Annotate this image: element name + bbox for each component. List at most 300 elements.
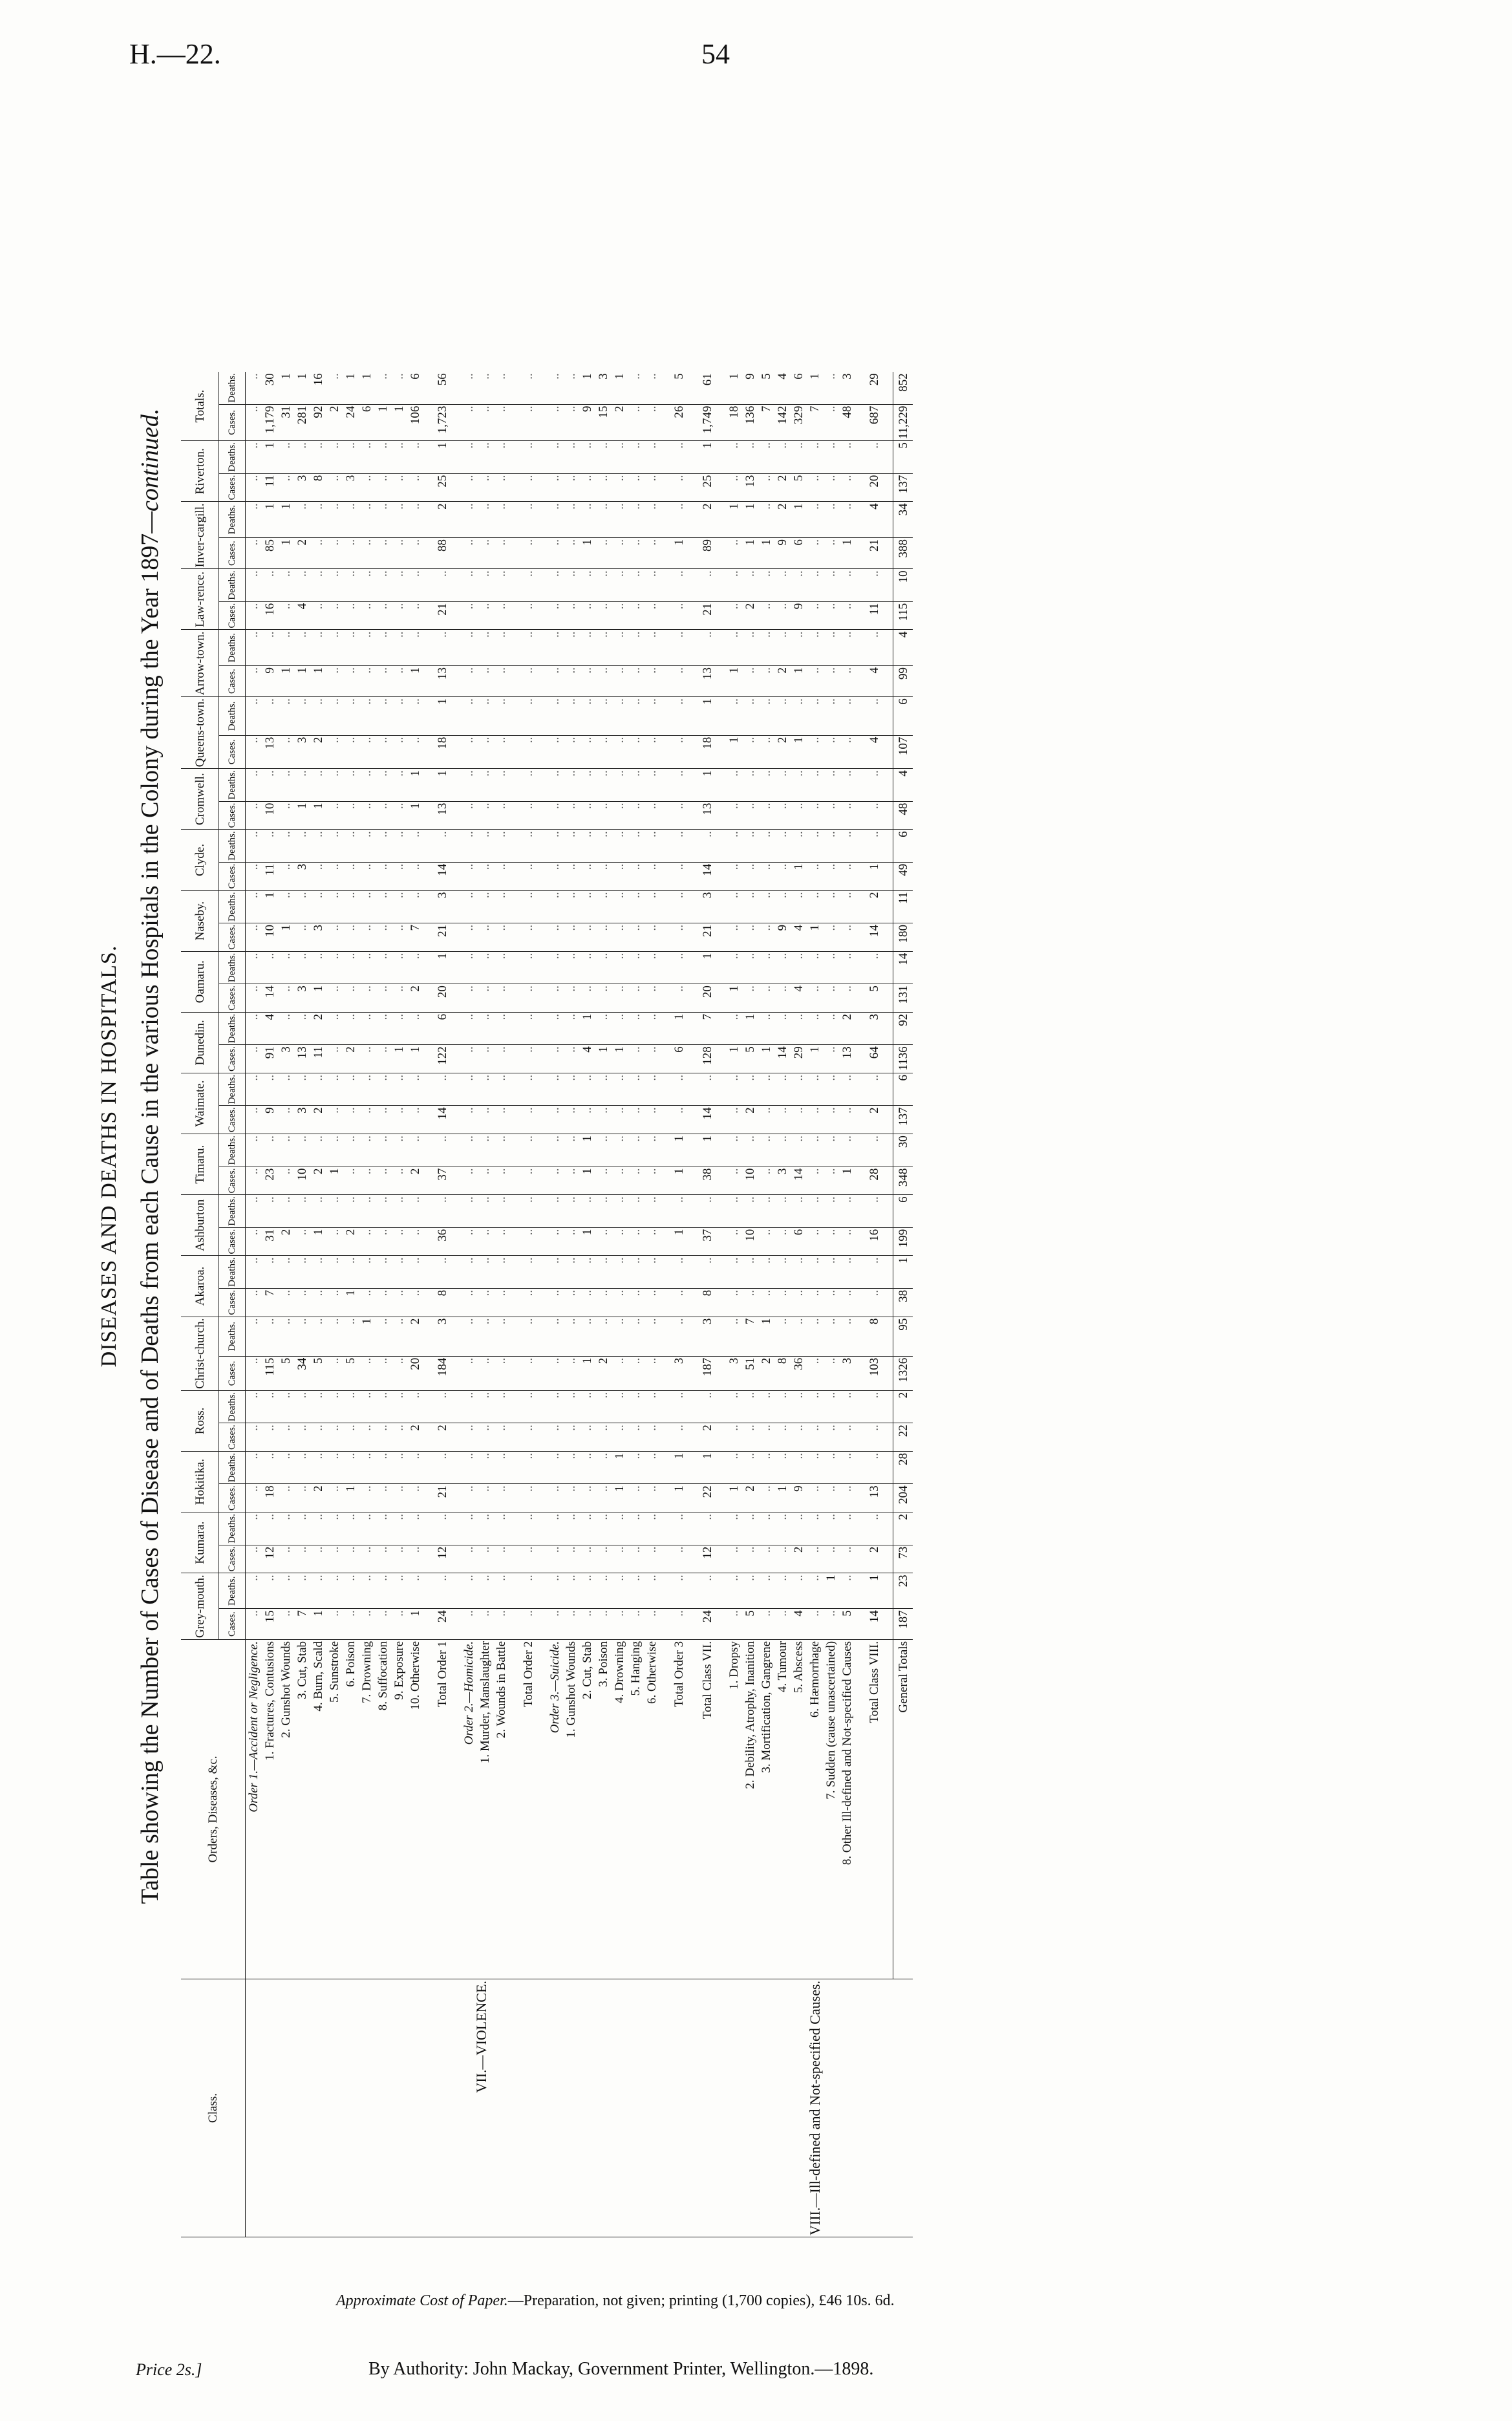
deaths-cell: 2 <box>432 502 452 538</box>
cases-cell <box>688 404 697 441</box>
cases-cell <box>660 404 669 441</box>
deaths-cell: .. <box>461 1134 477 1167</box>
cases-cell: .. <box>791 1106 807 1134</box>
cases-cell <box>538 404 547 441</box>
deaths-cell: .. <box>563 951 579 984</box>
cases-cell <box>452 862 461 890</box>
cases-cell: .. <box>391 538 407 569</box>
deaths-cell: .. <box>726 1134 742 1167</box>
cases-cell <box>452 473 461 502</box>
deaths-cell: .. <box>669 1317 688 1356</box>
deaths-cell <box>688 1573 697 1609</box>
cases-cell: .. <box>742 984 758 1013</box>
deaths-cell: .. <box>493 1390 509 1423</box>
cases-cell: .. <box>391 984 407 1013</box>
deaths-cell: .. <box>477 697 493 735</box>
deaths-cell <box>538 441 547 473</box>
cases-cell: .. <box>278 1609 294 1640</box>
hospital-header: Timaru. <box>181 1134 219 1195</box>
deaths-cell: .. <box>839 1390 855 1423</box>
cases-cell: .. <box>246 984 262 1013</box>
cases-cell: 16 <box>864 1227 884 1256</box>
cases-cell: .. <box>278 1288 294 1317</box>
deaths-cell: .. <box>726 830 742 862</box>
cases-cell <box>452 1423 461 1452</box>
cases-cell: .. <box>774 1106 791 1134</box>
deaths-cell: .. <box>595 1317 612 1356</box>
deaths-cell <box>538 569 547 601</box>
deaths-cell: .. <box>518 951 538 984</box>
deaths-cell <box>538 1390 547 1423</box>
deaths-cell: .. <box>518 1512 538 1545</box>
cases-cell: .. <box>595 665 612 696</box>
deaths-cell <box>884 1452 893 1484</box>
cases-cell: 11 <box>262 862 278 890</box>
deaths-cell: .. <box>547 830 563 862</box>
cases-cell <box>423 862 432 890</box>
cases-cell: .. <box>669 1288 688 1317</box>
deaths-cell: .. <box>839 890 855 923</box>
deaths-cell <box>660 890 669 923</box>
cases-cell: 1 <box>791 735 807 769</box>
deaths-cell <box>509 1073 518 1106</box>
deaths-cell: .. <box>644 890 660 923</box>
cases-cell <box>660 1609 669 1640</box>
deaths-cell <box>884 441 893 473</box>
row-label: 1. Fractures, Contusions <box>262 1639 278 1979</box>
deaths-cell: .. <box>807 830 823 862</box>
deaths-cell <box>423 441 432 473</box>
deaths-subheader: Deaths. <box>219 1134 246 1167</box>
table-row <box>742 372 758 2237</box>
spacer-row <box>855 372 864 2237</box>
cases-cell <box>509 1227 518 1256</box>
deaths-cell: .. <box>612 441 628 473</box>
cases-cell: .. <box>839 1106 855 1134</box>
cases-cell: .. <box>669 1609 688 1640</box>
deaths-cell: .. <box>644 697 660 735</box>
cases-cell: .. <box>563 1609 579 1640</box>
cases-cell: 85 <box>262 538 278 569</box>
deaths-cell: .. <box>669 830 688 862</box>
table-caption-continued: —continued. <box>136 408 164 533</box>
cases-cell <box>717 665 726 696</box>
deaths-cell: .. <box>407 830 423 862</box>
deaths-cell: 2 <box>407 1317 423 1356</box>
cases-cell: 1 <box>579 1227 595 1256</box>
cases-cell: .. <box>359 1167 375 1195</box>
deaths-cell: .. <box>477 630 493 666</box>
deaths-cell: .. <box>407 1512 423 1545</box>
deaths-subheader: Deaths. <box>219 1073 246 1106</box>
table-row <box>359 372 375 2237</box>
deaths-cell: .. <box>823 1256 839 1288</box>
cases-cell: .. <box>823 984 839 1013</box>
cases-cell: .. <box>375 1545 391 1573</box>
cases-cell: 2 <box>774 735 791 769</box>
deaths-cell <box>452 1452 461 1484</box>
cases-cell <box>509 1609 518 1640</box>
deaths-cell: .. <box>547 1317 563 1356</box>
deaths-cell: .. <box>823 1195 839 1227</box>
cases-cell: .. <box>518 801 538 830</box>
deaths-cell: .. <box>493 1012 509 1044</box>
deaths-cell: .. <box>758 441 774 473</box>
deaths-cell: .. <box>644 441 660 473</box>
deaths-cell: .. <box>493 830 509 862</box>
deaths-cell: .. <box>758 1573 774 1609</box>
deaths-cell: .. <box>461 951 477 984</box>
deaths-cell: 3 <box>432 890 452 923</box>
cases-cell: 2 <box>612 404 628 441</box>
deaths-cell: .. <box>278 951 294 984</box>
deaths-cell <box>717 1317 726 1356</box>
cases-cell: 10 <box>742 1227 758 1256</box>
deaths-cell: .. <box>563 697 579 735</box>
deaths-cell: .. <box>262 1256 278 1288</box>
deaths-cell: .. <box>375 1134 391 1167</box>
deaths-cell: .. <box>343 502 359 538</box>
cases-cell: .. <box>493 1356 509 1390</box>
deaths-subheader: Deaths. <box>219 1195 246 1227</box>
cases-cell: 2 <box>864 1545 884 1573</box>
cases-cell: .. <box>493 538 509 569</box>
cases-cell: 14 <box>864 1609 884 1640</box>
deaths-cell: .. <box>343 569 359 601</box>
cases-cell: 1 <box>669 1167 688 1195</box>
deaths-subheader: Deaths. <box>219 697 246 735</box>
cases-cell: 1 <box>726 1045 742 1073</box>
cases-cell: 1 <box>595 1045 612 1073</box>
deaths-cell: .. <box>839 830 855 862</box>
cases-cell: 2 <box>758 1356 774 1390</box>
cases-cell: .. <box>343 735 359 769</box>
deaths-cell: .. <box>278 697 294 735</box>
cases-cell: 3 <box>294 984 310 1013</box>
deaths-cell: .. <box>742 1195 758 1227</box>
cases-subheader: Cases. <box>219 1045 246 1073</box>
deaths-cell: .. <box>644 1012 660 1044</box>
cases-cell <box>884 1545 893 1573</box>
deaths-cell <box>538 1134 547 1167</box>
cases-cell: .. <box>823 1167 839 1195</box>
deaths-cell: .. <box>391 1195 407 1227</box>
deaths-cell: .. <box>391 569 407 601</box>
cases-cell: 1 <box>294 801 310 830</box>
cases-cell: .. <box>375 1106 391 1134</box>
row-label: 4. Drowning <box>612 1639 628 1979</box>
deaths-cell: .. <box>864 769 884 801</box>
deaths-cell <box>452 441 461 473</box>
cases-cell <box>452 1484 461 1512</box>
deaths-cell: .. <box>726 1073 742 1106</box>
deaths-cell: .. <box>791 1317 807 1356</box>
cases-cell: .. <box>493 1227 509 1256</box>
cases-cell: 137 <box>893 1106 913 1134</box>
deaths-cell <box>717 951 726 984</box>
deaths-cell: .. <box>726 1390 742 1423</box>
cases-cell: 14 <box>697 862 717 890</box>
deaths-cell: .. <box>742 441 758 473</box>
deaths-cell: .. <box>461 569 477 601</box>
deaths-cell: .. <box>807 1512 823 1545</box>
deaths-cell: .. <box>294 630 310 666</box>
deaths-cell: 3 <box>697 1317 717 1356</box>
deaths-cell: .. <box>246 697 262 735</box>
deaths-cell: 34 <box>893 502 913 538</box>
deaths-cell: .. <box>310 951 326 984</box>
cases-cell: .. <box>294 1423 310 1452</box>
cases-cell: .. <box>579 801 595 830</box>
deaths-cell: .. <box>579 1073 595 1106</box>
cases-cell <box>423 801 432 830</box>
deaths-cell: .. <box>310 1390 326 1423</box>
deaths-cell: .. <box>758 1073 774 1106</box>
cases-cell: .. <box>823 404 839 441</box>
deaths-cell: .. <box>547 1195 563 1227</box>
cases-cell: 2 <box>432 1423 452 1452</box>
deaths-cell: .. <box>774 441 791 473</box>
cases-cell: .. <box>375 735 391 769</box>
deaths-cell: .. <box>823 697 839 735</box>
cases-cell: .. <box>742 1545 758 1573</box>
cases-cell <box>423 1356 432 1390</box>
row-label <box>660 1639 669 1979</box>
cases-cell: .. <box>823 1227 839 1256</box>
cases-cell: .. <box>461 1106 477 1134</box>
deaths-cell: 29 <box>864 372 884 404</box>
cases-cell: 2 <box>343 1227 359 1256</box>
authority-line: By Authority: John Mackay, Government Printer, Wellington.—1898. <box>368 2359 874 2379</box>
deaths-cell: .. <box>326 630 343 666</box>
table-row <box>294 372 310 2237</box>
deaths-cell: .. <box>807 769 823 801</box>
row-label: 2. Cut, Stab <box>579 1639 595 1979</box>
deaths-cell: .. <box>310 830 326 862</box>
cases-cell: .. <box>628 404 644 441</box>
cases-cell: .. <box>823 665 839 696</box>
deaths-cell: .. <box>628 769 644 801</box>
deaths-cell: .. <box>359 569 375 601</box>
cases-cell: 2 <box>774 665 791 696</box>
cases-cell: 3 <box>294 735 310 769</box>
deaths-cell: 7 <box>697 1012 717 1044</box>
cases-cell: 6 <box>359 404 375 441</box>
cases-cell: .. <box>758 1288 774 1317</box>
deaths-cell: .. <box>644 1390 660 1423</box>
deaths-cell: .. <box>644 830 660 862</box>
deaths-cell: .. <box>807 1573 823 1609</box>
spacer-row <box>884 372 893 2237</box>
cases-cell: .. <box>407 1288 423 1317</box>
row-label: 4. Burn, Scald <box>310 1639 326 1979</box>
deaths-cell <box>855 502 864 538</box>
cases-cell <box>855 1423 864 1452</box>
cases-cell: .. <box>294 1227 310 1256</box>
deaths-cell: .. <box>493 890 509 923</box>
table-row <box>563 372 579 2237</box>
cases-cell: .. <box>493 735 509 769</box>
deaths-cell: .. <box>375 372 391 404</box>
cases-cell <box>452 1227 461 1256</box>
cases-cell: .. <box>359 601 375 630</box>
cases-cell: .. <box>563 923 579 951</box>
deaths-cell: .. <box>477 1256 493 1288</box>
deaths-cell: .. <box>246 441 262 473</box>
deaths-cell: .. <box>823 569 839 601</box>
deaths-cell <box>884 569 893 601</box>
deaths-subheader: Deaths. <box>219 1256 246 1288</box>
deaths-subheader: Deaths. <box>219 441 246 473</box>
cases-cell <box>509 1423 518 1452</box>
cases-cell <box>660 984 669 1013</box>
deaths-cell: .. <box>595 951 612 984</box>
cases-cell: 1 <box>758 538 774 569</box>
cases-cell: .. <box>644 1288 660 1317</box>
deaths-cell: .. <box>758 569 774 601</box>
deaths-cell: 95 <box>893 1317 913 1356</box>
cases-cell: .. <box>391 735 407 769</box>
cases-cell: .. <box>595 473 612 502</box>
cases-cell: 3 <box>294 1106 310 1134</box>
cases-cell: .. <box>493 1484 509 1512</box>
hospital-header: Dunedin. <box>181 1012 219 1073</box>
deaths-cell <box>688 1452 697 1484</box>
cases-cell <box>688 1045 697 1073</box>
deaths-cell: .. <box>326 769 343 801</box>
cases-cell: .. <box>612 601 628 630</box>
deaths-cell: .. <box>595 1195 612 1227</box>
cases-cell: .. <box>391 1545 407 1573</box>
deaths-cell: .. <box>477 1012 493 1044</box>
cases-cell: .. <box>612 1106 628 1134</box>
cases-cell: 13 <box>742 473 758 502</box>
cases-cell: .. <box>807 601 823 630</box>
cases-cell: .. <box>612 473 628 502</box>
cases-cell: .. <box>839 1423 855 1452</box>
cases-cell: 25 <box>432 473 452 502</box>
cases-cell: .. <box>278 984 294 1013</box>
deaths-cell: .. <box>518 569 538 601</box>
deaths-cell: .. <box>278 769 294 801</box>
cases-cell: .. <box>326 862 343 890</box>
deaths-cell: .. <box>278 1134 294 1167</box>
cases-cell <box>423 1423 432 1452</box>
deaths-cell: .. <box>547 769 563 801</box>
deaths-cell: .. <box>774 697 791 735</box>
deaths-cell: .. <box>644 372 660 404</box>
deaths-cell: .. <box>644 502 660 538</box>
cases-cell: 20 <box>407 1356 423 1390</box>
deaths-subheader: Deaths. <box>219 830 246 862</box>
cases-cell: .. <box>359 923 375 951</box>
deaths-cell: .. <box>326 1452 343 1484</box>
cases-cell: 7 <box>758 404 774 441</box>
deaths-cell: .. <box>278 1195 294 1227</box>
deaths-cell: .. <box>246 1317 262 1356</box>
cases-cell: .. <box>326 1288 343 1317</box>
deaths-cell: 1 <box>669 1012 688 1044</box>
deaths-cell: .. <box>595 1073 612 1106</box>
cases-cell: 3 <box>839 1356 855 1390</box>
deaths-cell: 1 <box>893 1256 913 1288</box>
cases-cell: .. <box>278 862 294 890</box>
table-row <box>774 372 791 2237</box>
deaths-cell: .. <box>407 1452 423 1484</box>
cases-cell: .. <box>864 1423 884 1452</box>
deaths-cell <box>509 1390 518 1423</box>
cases-cell: 5 <box>343 1356 359 1390</box>
cases-cell: .. <box>563 1545 579 1573</box>
deaths-subheader: Deaths. <box>219 630 246 666</box>
deaths-cell: 6 <box>893 1195 913 1227</box>
table-row <box>343 372 359 2237</box>
cases-cell <box>423 1106 432 1134</box>
cases-cell: .. <box>644 1045 660 1073</box>
cases-cell: .. <box>461 601 477 630</box>
cases-cell: .. <box>547 601 563 630</box>
deaths-cell: .. <box>278 569 294 601</box>
cases-cell: .. <box>461 1609 477 1640</box>
deaths-cell: .. <box>579 569 595 601</box>
deaths-cell: .. <box>278 1512 294 1545</box>
deaths-cell <box>538 502 547 538</box>
cases-subheader: Cases. <box>219 735 246 769</box>
deaths-cell: .. <box>742 1134 758 1167</box>
cases-cell: 2 <box>407 1423 423 1452</box>
deaths-cell: .. <box>823 1012 839 1044</box>
deaths-cell: .. <box>758 1134 774 1167</box>
row-label: 4. Tumour <box>774 1639 791 1979</box>
deaths-cell: .. <box>697 1390 717 1423</box>
cases-cell: .. <box>547 1484 563 1512</box>
cases-cell: .. <box>547 1545 563 1573</box>
deaths-cell: 1 <box>432 769 452 801</box>
cases-cell: .. <box>359 1045 375 1073</box>
deaths-cell <box>509 951 518 984</box>
deaths-cell <box>423 1390 432 1423</box>
deaths-cell <box>717 569 726 601</box>
deaths-cell: .. <box>823 372 839 404</box>
spacer-row <box>688 372 697 2237</box>
cases-cell: .. <box>326 665 343 696</box>
deaths-cell: .. <box>343 830 359 862</box>
deaths-cell: .. <box>391 1573 407 1609</box>
cases-cell <box>688 923 697 951</box>
deaths-cell: 3 <box>839 372 855 404</box>
deaths-cell <box>660 1073 669 1106</box>
deaths-cell <box>855 951 864 984</box>
cases-cell <box>855 1356 864 1390</box>
deaths-cell: .. <box>310 502 326 538</box>
row-label: 9. Exposure <box>391 1639 407 1979</box>
table-row <box>391 372 407 2237</box>
cases-cell: .. <box>547 1167 563 1195</box>
deaths-cell <box>423 1452 432 1484</box>
deaths-cell: .. <box>612 1073 628 1106</box>
deaths-cell: .. <box>518 630 538 666</box>
deaths-cell: .. <box>791 630 807 666</box>
cases-cell: .. <box>612 1356 628 1390</box>
deaths-cell: .. <box>375 1012 391 1044</box>
cases-cell: .. <box>612 735 628 769</box>
cases-cell: .. <box>839 923 855 951</box>
cases-cell: .. <box>758 1484 774 1512</box>
cases-cell: .. <box>579 601 595 630</box>
deaths-cell <box>452 372 461 404</box>
cases-cell: 1326 <box>893 1356 913 1390</box>
cases-cell: 24 <box>432 1609 452 1640</box>
